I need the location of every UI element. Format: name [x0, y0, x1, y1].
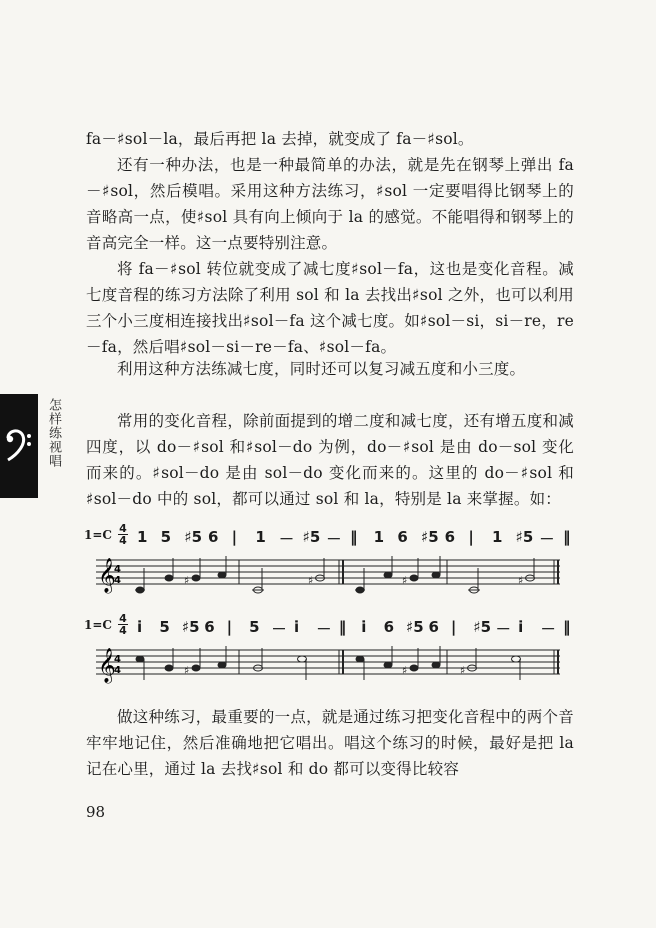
jianpu-note: － [271, 620, 287, 638]
jianpu-note: 6 [383, 618, 395, 636]
jianpu-note: － [279, 530, 295, 548]
jianpu-note: ‖ [563, 618, 571, 636]
jianpu-note: － [540, 620, 556, 638]
jianpu-note: ‖ [350, 528, 358, 546]
jianpu-note: 6 [397, 528, 408, 546]
jianpu-line-2 [84, 614, 576, 642]
jianpu-note: 5 [249, 618, 260, 636]
treble-clef-icon-2: 𝄞 [98, 648, 116, 683]
jianpu-note: 1 [137, 528, 148, 546]
jianpu-note: ♯5 [473, 618, 492, 636]
page-number: 98 [86, 803, 106, 821]
svg-text:4: 4 [114, 665, 121, 676]
jianpu-note: － [539, 530, 555, 548]
side-chapter-title: 怎样练视唱 [46, 398, 61, 468]
paragraph-5: 常用的变化音程，除前面提到的增二度和减七度，还有增五度和减四度，以 do－♯sol 和♯sol－do 为例，do－♯sol 是由 do－sol 变化而来的。♯sol－do 是由 sol－do 变化而来的。这里的 do－♯sol 和♯sol－do 中的 sol，都可以通过 sol 和 la，特别是 la 来掌握。如： [86, 412, 574, 508]
jianpu-note: | [231, 528, 238, 546]
jianpu-note: 1 [255, 528, 266, 546]
jianpu-note: ♯5 [181, 618, 200, 636]
paragraph-1: fa－♯sol－la，最后再把 la 去掉，就变成了 fa－♯sol。 [86, 130, 474, 148]
svg-text:4: 4 [114, 564, 121, 575]
jianpu-note: － [326, 530, 342, 548]
jianpu-line-1 [84, 524, 576, 552]
svg-text:♯: ♯ [184, 574, 190, 587]
svg-text:4: 4 [114, 575, 121, 586]
svg-text:♯: ♯ [308, 574, 314, 587]
jianpu-note: 6 [204, 618, 215, 636]
jianpu-note: 1 [373, 528, 385, 546]
jianpu-note: － [316, 620, 332, 638]
paragraph-2: 还有一种办法，也是一种最简单的办法，就是先在钢琴上弹出 fa－♯sol，然后模唱。采用这种方法练习，♯sol 一定要唱得比钢琴上的音略高一点，使♯sol 具有向上倾向于 la 的感觉。不能唱得和钢琴上的音高完全一样。这一点要特别注意。 [86, 156, 574, 252]
key-signature-2: 1=C [84, 618, 112, 632]
bass-clef-tab [0, 394, 38, 498]
jianpu-note: i̇ [361, 618, 367, 636]
staff-2 [84, 644, 576, 688]
key-signature: 1=C [84, 528, 112, 542]
jianpu-note: ♯5 [515, 528, 534, 546]
jianpu-note: ‖ [563, 528, 571, 546]
paragraph-3: 将 fa－♯sol 转位就变成了减七度♯sol－fa，这也是变化音程。减七度音程的练习方法除了利用 sol 和 la 去找出♯sol 之外，也可以利用三个小三度相连接找出♯sol－fa 这个减七度。如♯sol－si，si－re，re－fa，然后唱♯sol－si－re－fa、♯sol－fa。 [86, 260, 574, 356]
score-line-2 [84, 614, 576, 688]
paragraph-4: 利用这种方法练减七度，同时还可以复习减五度和小三度。 [117, 360, 526, 378]
time-signature-2: 4 4 [119, 612, 127, 637]
jianpu-note: ♯5 [421, 528, 439, 546]
svg-text:♯: ♯ [184, 664, 190, 677]
bass-clef-icon [4, 426, 34, 466]
jianpu-note: 6 [208, 528, 219, 546]
jianpu-note: | [468, 528, 474, 546]
treble-clef-icon: 𝄞 [98, 558, 116, 593]
jianpu-note: 6 [444, 528, 456, 546]
jianpu-note: i̇ [137, 618, 143, 636]
svg-text:♯: ♯ [460, 664, 466, 677]
jianpu-note: － [495, 620, 511, 638]
jianpu-note: 5 [160, 528, 172, 546]
jianpu-note: i̇ [293, 618, 300, 636]
score-line-1 [84, 524, 576, 598]
jianpu-note: 5 [159, 618, 170, 636]
jianpu-note: ♯5 [184, 528, 203, 546]
paragraph-6: 做这种练习，最重要的一点，就是通过练习把变化音程中的两个音牢牢地记住，然后准确地把它唱出。唱这个练习的时候，最好是把 la 记在心里，通过 la 去找♯sol 和 do 都可以变得比较容 [86, 708, 574, 778]
svg-text:♯: ♯ [402, 574, 408, 587]
time-signature: 4 4 [119, 522, 127, 547]
jianpu-note: ‖ [338, 618, 347, 636]
svg-text:4: 4 [114, 654, 121, 665]
jianpu-note: | [226, 618, 233, 636]
staff-1 [84, 554, 576, 598]
jianpu-note: ♯5 [302, 528, 321, 546]
jianpu-note: 6 [428, 618, 439, 636]
svg-text:♯: ♯ [518, 574, 524, 587]
jianpu-note: 1 [492, 528, 503, 546]
jianpu-note: ♯5 [406, 618, 424, 636]
jianpu-note: i̇ [518, 618, 524, 636]
jianpu-note: | [450, 618, 457, 636]
svg-text:♯: ♯ [402, 664, 408, 677]
